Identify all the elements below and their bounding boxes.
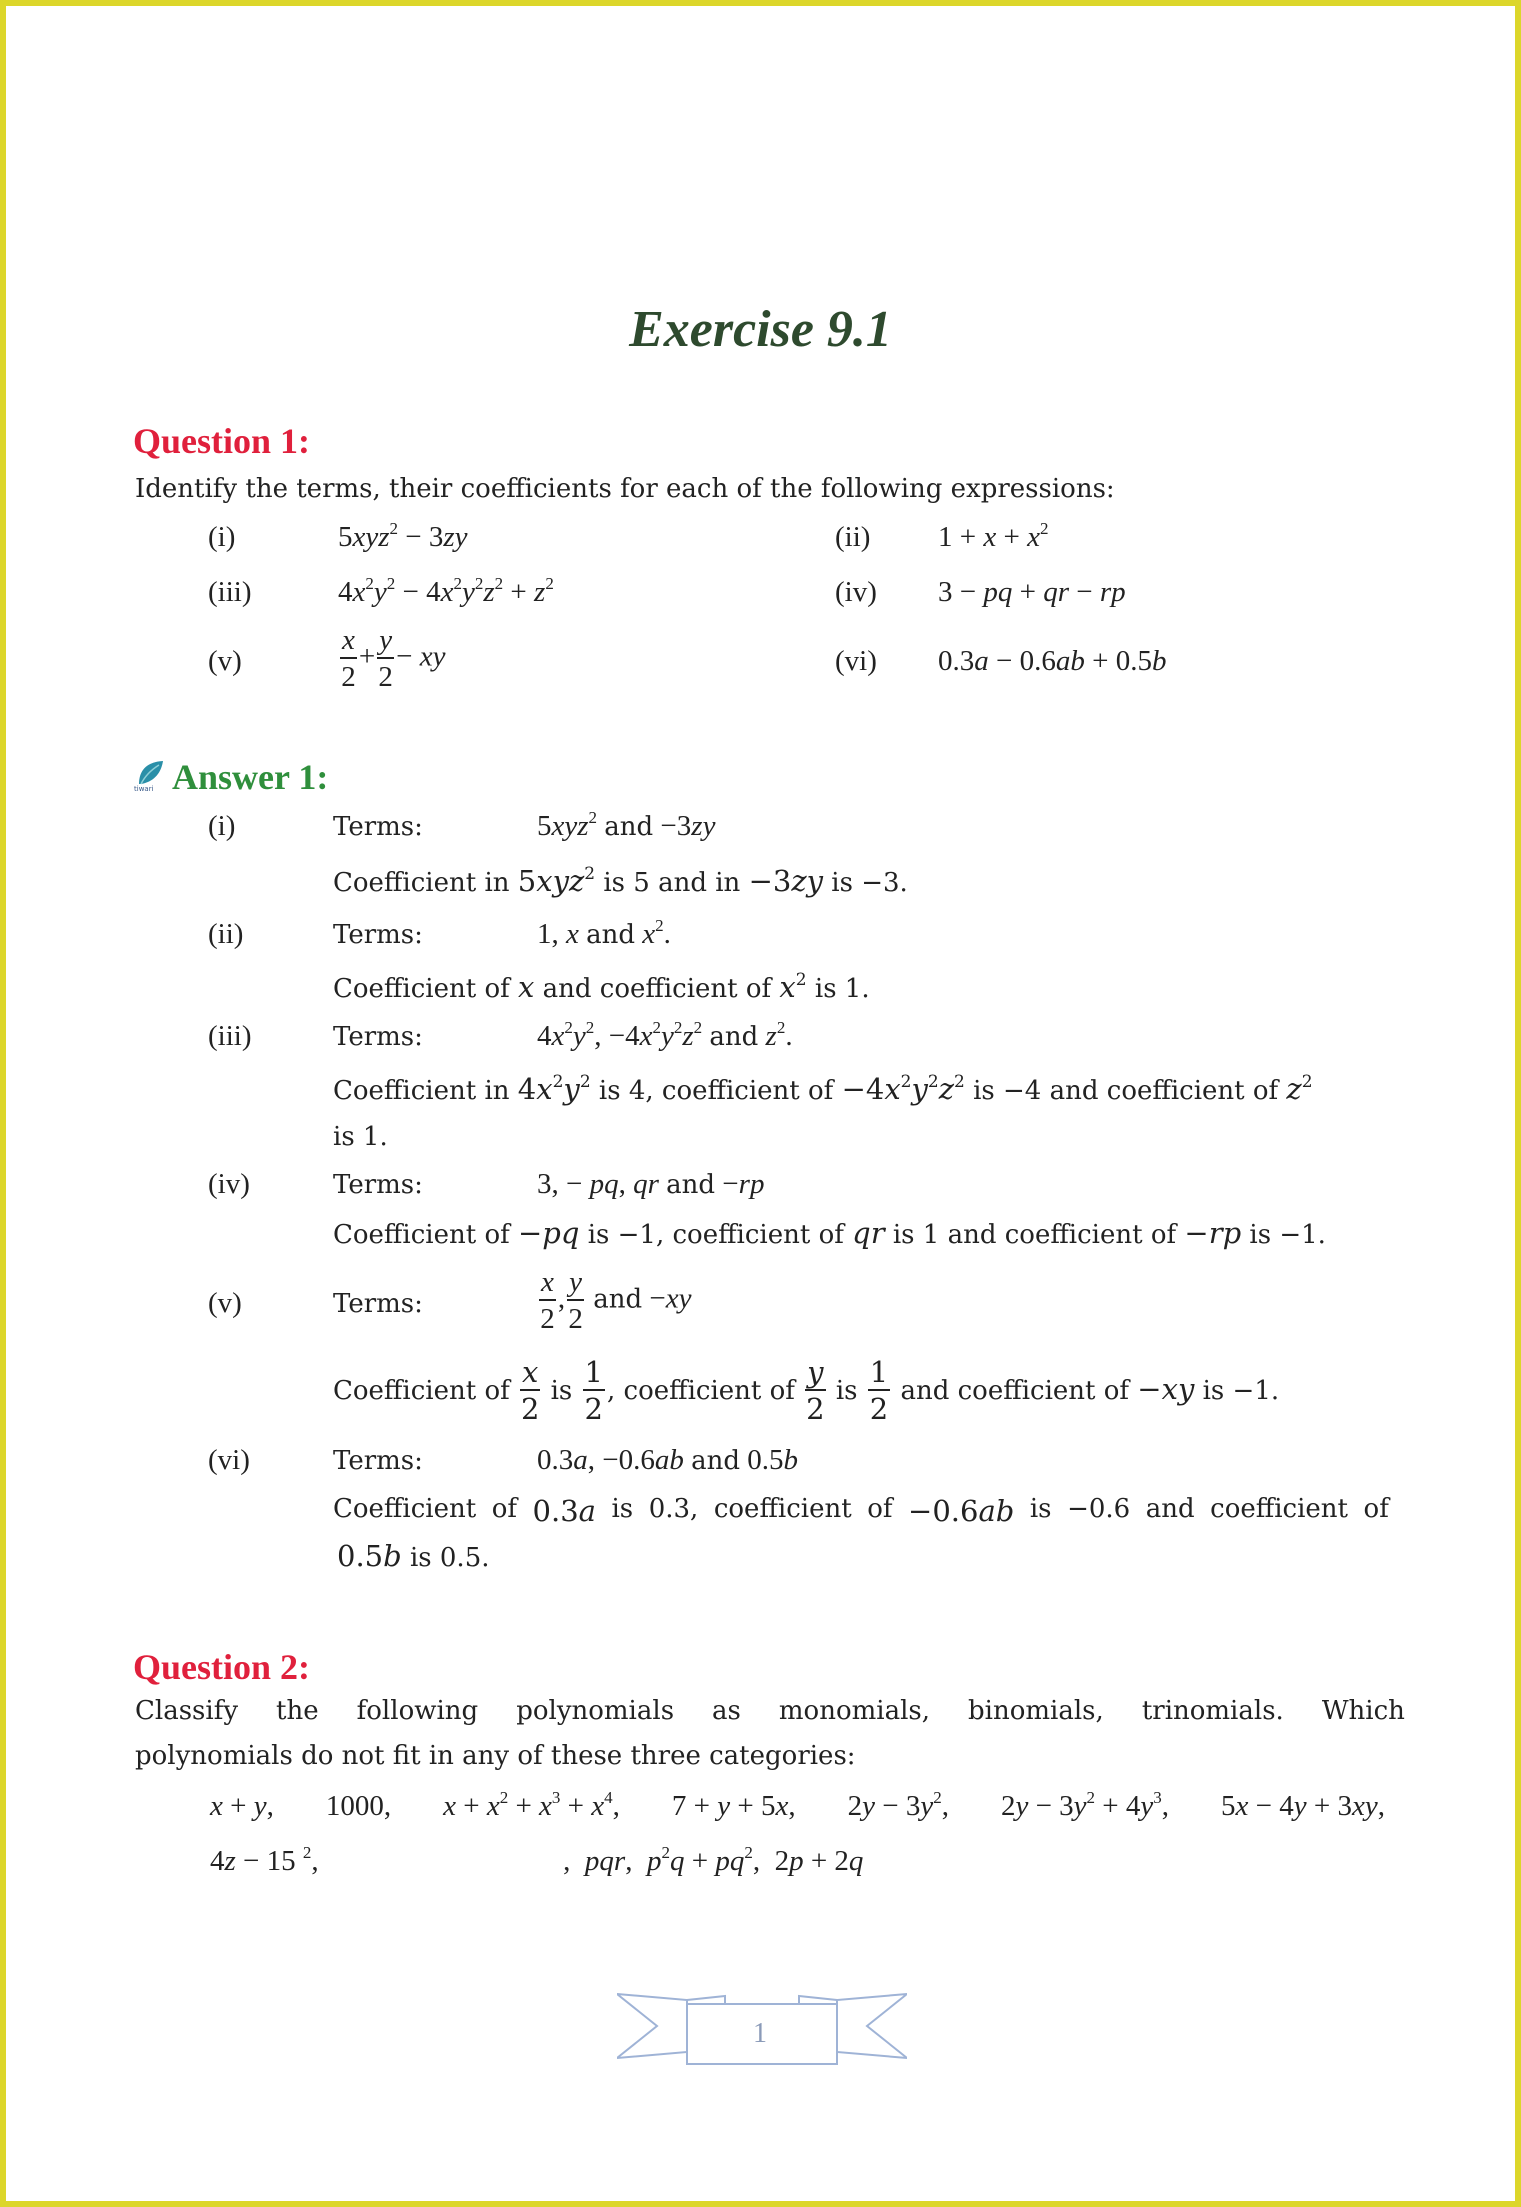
a1-coefficients-cont: 0.5b is 0.5. xyxy=(337,1539,490,1573)
q1-item-expression: $4x^2y^2 - 4x^2y^2z^2 + z^2$ xyxy=(338,574,554,608)
word: Classify xyxy=(135,1696,239,1726)
a1-coefficients: Coefficient of 0.3a is 0.3, coefficient of −0.6ab is −0.6 and coefficient of xyxy=(333,1494,1389,1528)
a1-terms: 5xyz$^2$ and −3zy xyxy=(537,808,716,842)
a1-item-label: (iii) xyxy=(208,1020,252,1052)
terms-label: Terms: xyxy=(333,1170,423,1200)
polynomial: 2p + 2q xyxy=(774,1845,864,1877)
answer-1-heading: Answer 1: xyxy=(172,757,329,797)
q1-item-expression: 3 − pq + qr − rp xyxy=(938,576,1126,608)
q1-item-label: (i) xyxy=(208,521,236,553)
a1-coefficients: Coefficient in $4x^2y^2$ is 4, coefficient of $-4x^2y^2z^2$ is −4 and coefficient of $z^2$ xyxy=(333,1072,1313,1106)
q1-item-label: (iii) xyxy=(208,576,252,608)
polynomial: 4z − 15 $^2$, xyxy=(210,1843,319,1877)
word: binomials, xyxy=(968,1696,1104,1726)
a1-terms: 3, − pq, qr and −rp xyxy=(537,1168,765,1200)
terms-label: Terms: xyxy=(333,1022,423,1052)
polynomial: 5x − 4y + 3xy, xyxy=(1221,1790,1385,1822)
a1-item-label: (i) xyxy=(208,810,236,842)
terms-label: Terms: xyxy=(333,920,423,950)
word: polynomials xyxy=(516,1696,675,1726)
a1-item-label: (ii) xyxy=(208,918,244,950)
a1-coefficients: Coefficient of x and coefficient of $x^2$ is 1. xyxy=(333,970,870,1004)
q1-item-expression: $1 + x + x^2$ xyxy=(938,519,1049,553)
page-title: Exercise 9.1 xyxy=(629,301,892,358)
a1-terms: 1, x and $x^2$. xyxy=(537,916,671,950)
word: trinomials. xyxy=(1141,1696,1284,1726)
q1-item-expression: 0.3a − 0.6ab + 0.5b xyxy=(938,645,1167,677)
tiwari-logo-icon xyxy=(133,758,167,792)
polynomial-separator: , xyxy=(563,1845,578,1877)
a1-item-label: (iv) xyxy=(208,1168,250,1200)
polynomial: $2y - 3y^2$, xyxy=(847,1788,949,1822)
polynomial: $p^2q + pq^2$, xyxy=(646,1843,768,1877)
polynomial: $x + x^2 + x^3 + x^4$, xyxy=(443,1788,620,1822)
question-2-prompt-line1 xyxy=(135,1696,1405,1726)
a1-terms: $\frac{x}{2}$ , $\frac{y}{2}$ and −xy xyxy=(540,1266,692,1335)
word: monomials, xyxy=(778,1696,931,1726)
a1-terms: $4x^2y^2$, $-4x^2y^2z^2$ and $z^2$. xyxy=(537,1018,793,1052)
q1-item-expression: $\frac{x}{2}$ + $\frac{y}{2}$ − xy xyxy=(341,624,446,693)
a1-coefficients: Coefficient of $\frac{x}{2}$ is $\frac{1}{2}$ , coefficient of $\frac{y}{2}$ is $\frac{1}{2}$ and coefficient of −xy is −1. xyxy=(333,1355,1280,1426)
terms-label: Terms: xyxy=(333,1289,423,1319)
polynomial: x + y, xyxy=(210,1790,274,1822)
q1-item-label: (v) xyxy=(208,645,242,677)
a1-item-label: (vi) xyxy=(208,1444,250,1476)
page-number: 1 xyxy=(753,2018,767,2049)
a1-coefficients: Coefficient of −pq is −1, coefficient of qr is 1 and coefficient of −rp is −1. xyxy=(333,1216,1326,1250)
a1-terms: 0.3a, −0.6ab and 0.5b xyxy=(537,1444,798,1476)
q1-item-label: (vi) xyxy=(835,645,877,677)
a1-item-label: (v) xyxy=(208,1287,242,1319)
word: following xyxy=(356,1696,479,1726)
terms-label: Terms: xyxy=(333,812,423,842)
terms-label: Terms: xyxy=(333,1446,423,1476)
a1-coefficients-cont: is 1. xyxy=(333,1122,388,1152)
q1-item-expression: 5xyz$^2$ − 3zy xyxy=(338,519,468,553)
polynomial: pqr, xyxy=(584,1845,640,1877)
polynomial-list-line2 xyxy=(210,1845,863,1878)
question-2-heading: Question 2: xyxy=(133,1647,311,1687)
question-1-heading: Question 1: xyxy=(133,421,311,461)
polynomial: $2y - 3y^2 + 4y^3$, xyxy=(1000,1788,1170,1822)
svg-text:tiwari: tiwari xyxy=(134,785,154,792)
q1-item-label: (iv) xyxy=(835,576,877,608)
q1-item-label: (ii) xyxy=(835,521,871,553)
question-1-prompt: Identify the terms, their coefficients for each of the following expressions: xyxy=(135,474,1115,504)
polynomial: 7 + y + 5x, xyxy=(671,1790,796,1822)
polynomial: 1000, xyxy=(325,1790,392,1822)
a1-coefficients: Coefficient in 5xyz$^2$ is 5 and in −3zy is −3. xyxy=(333,864,908,898)
polynomial-list-line1 xyxy=(210,1790,1385,1823)
question-2-prompt-line2: polynomials do not fit in any of these three categories: xyxy=(135,1741,856,1771)
word: as xyxy=(712,1696,741,1726)
word: Which xyxy=(1321,1696,1405,1726)
word: the xyxy=(276,1696,319,1726)
